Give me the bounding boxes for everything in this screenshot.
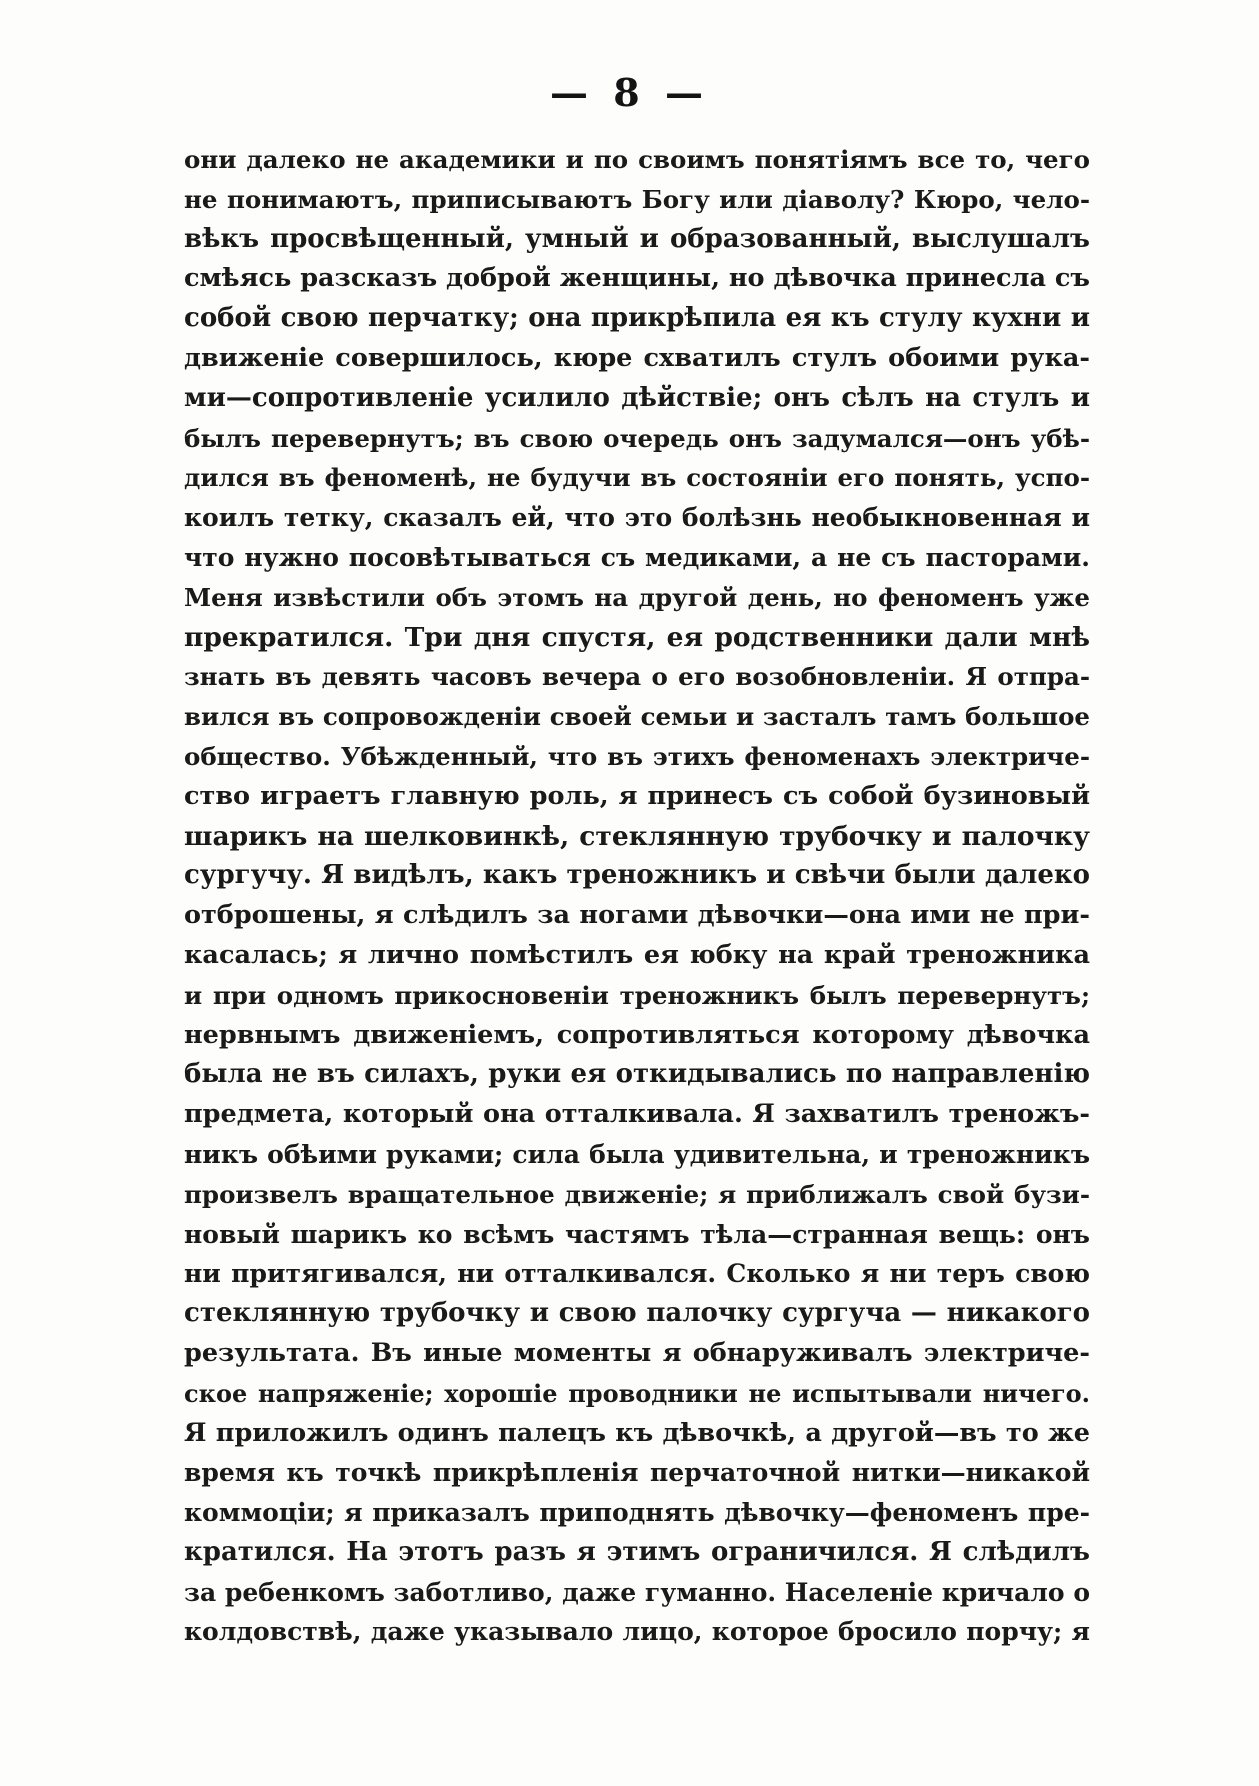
text-line: шарикъ на шелковинкѣ, стеклянную трубочку и палочку (184, 820, 1090, 852)
text-line: прекратился. Три дня спустя, ея родственники дали мнѣ (184, 621, 1090, 653)
text-line: былъ перевернутъ; въ свою очередь онъ задумался—онъ убѣ- (184, 423, 1090, 453)
text-line: произвелъ вращательное движеніе; я приближалъ свой бузи- (184, 1179, 1090, 1209)
text-line: отброшены, я слѣдилъ за ногами дѣвочки—она ими не при- (184, 900, 1090, 931)
text-line: новый шарикъ ко всѣмъ частямъ тѣла—странная вещь: онъ (184, 1219, 1090, 1249)
text-line: ство играетъ главную роль, я принесъ съ собой бузиновый (184, 780, 1090, 811)
text-line: результата. Въ иные моменты я обнаруживалъ электриче- (184, 1337, 1090, 1368)
text-line: нервнымъ движеніемъ, сопротивляться которому дѣвочка (184, 1019, 1090, 1050)
text-line: коммоціи; я приказалъ приподнять дѣвочку—феноменъ пре- (184, 1498, 1090, 1528)
text-line: Меня извѣстили объ этомъ на другой день, но феноменъ уже (184, 582, 1090, 612)
text-line: предмета, который она отталкивала. Я захватилъ треножъ- (184, 1099, 1090, 1130)
text-line: стеклянную трубочку и свою палочку сургуча — никакого (184, 1298, 1090, 1329)
text-line: сургучу. Я видѣлъ, какъ треножникъ и свѣчи были далеко (184, 860, 1090, 891)
text-line: что нужно посовѣтываться съ медиками, а не съ пасторами. (184, 542, 1090, 572)
text-line: не понимаютъ, приписываютъ Богу или діаволу? Кюро, чело- (184, 184, 1090, 214)
body-text (184, 140, 1090, 1652)
text-line: общество. Убѣжденный, что въ этихъ феноменахъ электриче- (184, 741, 1090, 771)
text-line: они далеко не академики и по своимъ понятіямъ все то, чего (184, 145, 1090, 174)
text-line: кратился. На этотъ разъ я этимъ ограничился. Я слѣдилъ (184, 1536, 1090, 1567)
text-line: и при одномъ прикосновеніи треножникъ былъ перевернутъ; (184, 980, 1090, 1010)
text-line: движеніе совершилось, кюре схватилъ стулъ обоими рука- (184, 342, 1090, 373)
text-line: собой свою перчатку; она прикрѣпила ея къ стулу кухни и (184, 303, 1090, 334)
text-line: никъ обѣими руками; сила была удивительна, и треножникъ (184, 1139, 1090, 1169)
text-line: время къ точкѣ прикрѣпленія перчаточной нитки—никакой (184, 1458, 1090, 1488)
text-line: ское напряженіе; хорошіе проводники не испытывали ничего. (184, 1378, 1090, 1408)
text-line: колдовствѣ, даже указывало лицо, которое бросило порчу; я (184, 1617, 1090, 1647)
text-line: была не въ силахъ, руки ея откидывались по направленію (184, 1059, 1090, 1090)
text-line: ми—сопротивленіе усилило дѣйствіе; онъ сѣлъ на стулъ и (184, 382, 1090, 413)
text-line: вился въ сопровожденіи своей семьи и засталъ тамъ большое (184, 702, 1090, 732)
text-line: касалась; я лично помѣстилъ ея юбку на край треножника (184, 939, 1090, 970)
text-line: Я приложилъ одинъ палецъ къ дѣвочкѣ, а другой—въ то же (184, 1417, 1090, 1448)
page-number: — 8 — (550, 70, 709, 115)
text-line: знать въ девять часовъ вечера о его возобновленіи. Я отпра- (184, 662, 1090, 692)
text-line: за ребенкомъ заботливо, даже гуманно. Населеніе кричало о (184, 1577, 1090, 1607)
text-line: вѣкъ просвѣщенный, умный и образованный, выслушалъ (184, 223, 1090, 254)
text-line: дился въ феноменѣ, не будучи въ состояніи его понять, успо- (184, 463, 1090, 493)
text-line: ни притягивался, ни отталкивался. Сколько я ни теръ свою (184, 1259, 1090, 1289)
text-line: смѣясь разсказъ доброй женщины, но дѣвочка принесла съ (184, 263, 1090, 294)
text-line: коилъ тетку, сказалъ ей, что это болѣзнь необыкновенная и (184, 503, 1090, 533)
